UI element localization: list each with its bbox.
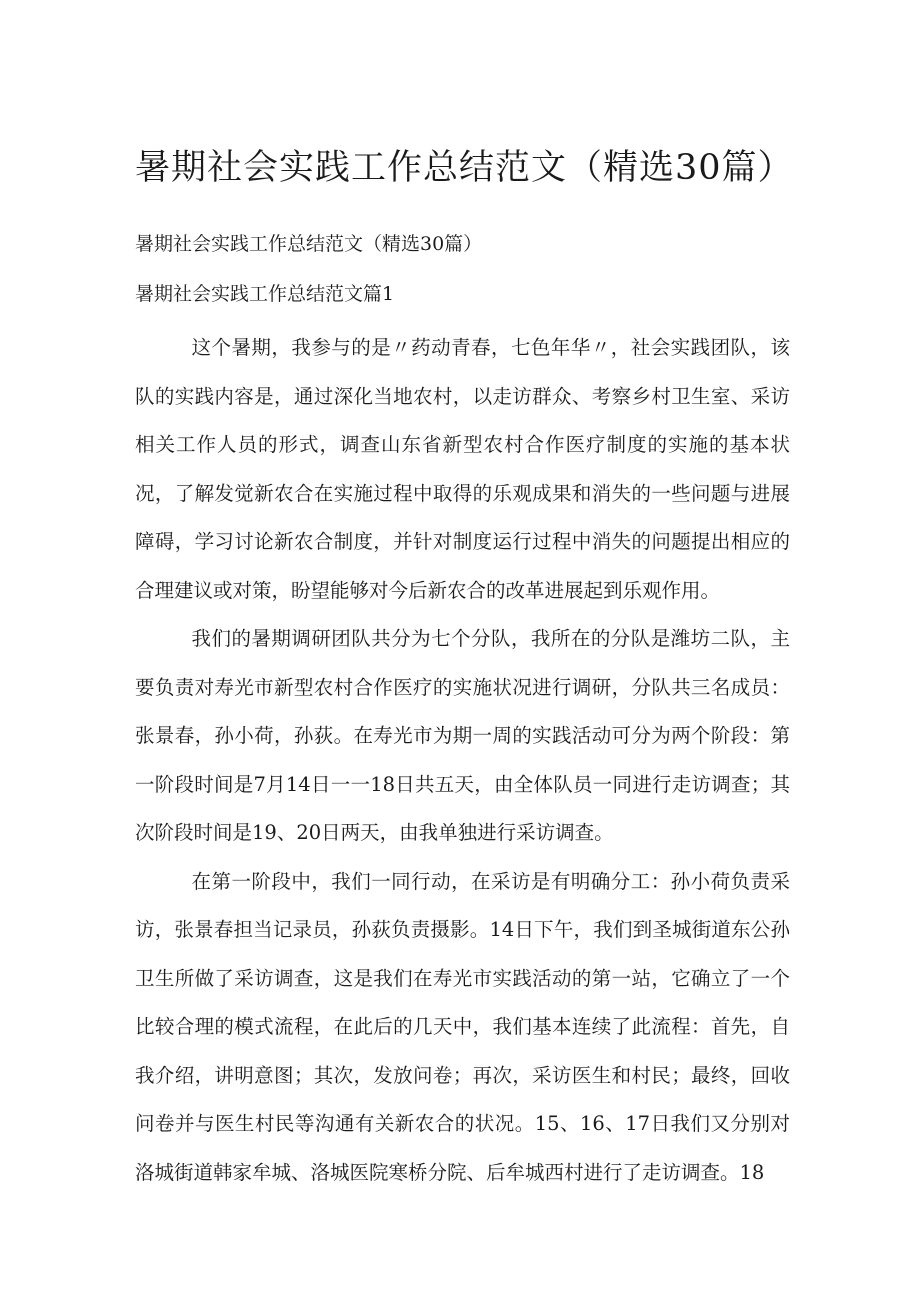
section-heading: 暑期社会实践工作总结范文篇1: [135, 283, 395, 305]
paragraph-1: 这个暑期，我参与的是〃药动青春，七色年华〃，社会实践团队，该队的实践内容是，通过深化当地农村，以走访群众、考察乡村卫生室、采访相关工作人员的形式，调查山东省新型农村合作医疗制度的实施的基本状况，了解发觉新农合在实施过程中取得的乐观成果和消失的一些问题与进展障碍，学习讨论新农合制度，并针对制度运行过程中消失的问题提出相应的合理建议或对策，盼望能够对今后新农合的改革进展起到乐观作用。: [135, 336, 790, 602]
document-body: [135, 324, 790, 1197]
document-title: 暑期社会实践工作总结范文（精选30篇）: [135, 148, 794, 188]
document-subtitle: 暑期社会实践工作总结范文（精选30篇）: [135, 233, 483, 255]
paragraph-3: 在第一阶段中，我们一同行动，在采访是有明确分工：孙小荷负责采访，张景春担当记录员，孙荻负责摄影。14日下午，我们到圣城街道东公孙卫生所做了采访调查，这是我们在寿光市实践活动的第一站，它确立了一个比较合理的模式流程，在此后的几天中，我们基本连续了此流程：首先，自我介绍，讲明意图；其次，发放问卷；再次，采访医生和村民；最终，回收问卷并与医生村民等沟通有关新农合的状况。15、16、17日我们又分别对洛城街道韩家牟城、洛城医院寒桥分院、后牟城西村进行了走访调查。18: [135, 869, 790, 1184]
paragraph-2: 我们的暑期调研团队共分为七个分队，我所在的分队是潍坊二队，主要负责对寿光市新型农村合作医疗的实施状况进行调研，分队共三名成员：张景春，孙小荷，孙荻。在寿光市为期一周的实践活动可分为两个阶段：第一阶段时间是7月14日一一18日共五天，由全体队员一同进行走访调查；其次阶段时间是19、20日两天，由我单独进行采访调查。: [135, 627, 790, 844]
